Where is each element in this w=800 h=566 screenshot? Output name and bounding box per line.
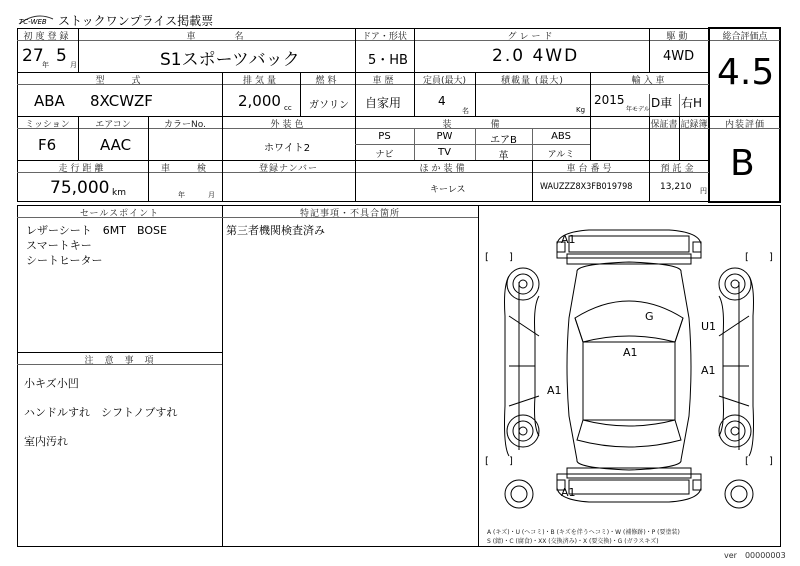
label-caution-notes: 注 意 事 項	[84, 356, 155, 366]
label-fuel: 燃料	[315, 76, 340, 86]
bracket-open-2: [	[745, 252, 749, 263]
version-label: ver 00000003	[724, 551, 786, 560]
first-reg-month: 5	[56, 46, 67, 66]
label-record: 記録簿	[680, 120, 708, 130]
label-history: 車歴	[372, 76, 397, 86]
label-deposit: 預託金	[660, 164, 697, 174]
equip-abs: ABS	[551, 131, 571, 142]
caution-note-2: ハンドルすれ シフトノブすれ	[24, 406, 178, 419]
inspection-year-unit: 年	[178, 191, 185, 199]
label-interior-score: 内装評価	[724, 120, 765, 130]
wheel-bottom-right-icon	[725, 480, 753, 508]
label-first-reg: 初度登録	[23, 32, 72, 42]
displacement-unit: cc	[284, 104, 292, 112]
label-drive: 駆動	[666, 32, 691, 42]
mark-hood: G	[645, 310, 654, 323]
diagram-windshield	[575, 301, 683, 342]
label-aircon: エアコン	[95, 120, 131, 130]
first-reg-year: 27	[22, 46, 44, 66]
drive-value: 4WD	[663, 49, 695, 64]
label-inspection: 車 検	[160, 164, 209, 174]
capacity-unit: 名	[462, 107, 469, 115]
capacity-value: 4	[438, 94, 446, 108]
logo	[17, 12, 55, 26]
legend-line-1: A (キズ)・U (ヘコミ)・B (キズを伴うヘコミ)・W (補修跡)・P (要塗装)	[487, 529, 680, 536]
mission-value: F6	[38, 136, 57, 154]
equip-alloy: アルミ	[547, 150, 575, 160]
mark-left-mid: A1	[547, 384, 562, 397]
deposit-value: 13,210	[660, 182, 692, 192]
wheel-rear-left-icon	[507, 415, 539, 447]
chassis-number-value: WAUZZZ8X3FB019798	[540, 182, 633, 192]
label-special-notes: 特記事項・不具合箇所	[299, 209, 400, 219]
caution-note-3: 室内汚れ	[24, 435, 68, 448]
label-sales-points: セールスポイント	[79, 209, 160, 219]
overall-score-value: 4.5	[717, 52, 775, 93]
sales-point-3: シートヒーター	[26, 254, 103, 267]
mark-right-front: U1	[701, 320, 717, 333]
import-year-value: 2015	[594, 93, 625, 107]
model-value: 8XCWZF	[90, 92, 153, 110]
special-note-1: 第三者機関検査済み	[226, 224, 325, 237]
label-other-equipment: ほか装備	[419, 164, 468, 174]
bracket-close-4: ]	[769, 456, 773, 467]
equip-leather: 革	[498, 151, 509, 162]
legend-line-2: S (錆)・C (腐食)・XX (交換済み)・X (要交換)・G (ガラスキズ)	[487, 538, 659, 545]
handle-value: 右H	[681, 96, 703, 110]
wheel-front-left-icon	[507, 268, 539, 300]
bracket-open-1: [	[485, 252, 489, 263]
label-exterior-color: 外装色	[270, 120, 307, 130]
equip-pw: PW	[436, 131, 453, 142]
exterior-color-value: ホワイト2	[264, 143, 311, 154]
label-model-type: 型 式	[95, 76, 144, 86]
import-year-unit: 年モデル	[626, 106, 650, 113]
sales-point-2: スマートキー	[26, 239, 92, 252]
label-mission: ミッション	[25, 120, 70, 130]
bracket-close-3: ]	[509, 456, 513, 467]
equip-ps: PS	[378, 131, 391, 142]
grade-value: 2.0 4WD	[492, 46, 580, 66]
bracket-open-4: [	[745, 456, 749, 467]
displacement-value: 2,000	[238, 92, 281, 110]
label-color-no: カラーNo.	[164, 120, 206, 130]
mark-front-top: A1	[561, 233, 576, 246]
logo-mark-icon	[17, 13, 55, 27]
sales-point-1: レザーシート 6MT BOSE	[26, 224, 167, 237]
equip-navi: ナビ	[375, 150, 394, 160]
page-title: ストックワンプライス掲載票	[58, 14, 214, 28]
label-mileage: 走行距離	[58, 164, 107, 174]
label-car-name: 車 名	[186, 32, 247, 42]
interior-score-value: B	[730, 143, 755, 184]
spec-table	[17, 28, 709, 202]
wheel-front-right-icon	[719, 268, 751, 300]
label-load: 積載量 (最大)	[501, 76, 564, 86]
mark-rear-bottom: A1	[561, 486, 576, 499]
aircon-value: AAC	[100, 136, 132, 154]
wheel-rear-right-icon	[719, 415, 751, 447]
first-reg-year-unit: 年	[42, 61, 49, 69]
deposit-unit: 円	[700, 187, 707, 195]
wheel-bottom-left-icon	[505, 480, 533, 508]
car-name-value: S1スポーツバック	[160, 50, 300, 70]
history-value: 自家用	[365, 96, 402, 110]
diagram-body-top	[567, 262, 691, 470]
dealer-car-value: D車	[651, 96, 673, 110]
fuel-value: ガソリン	[309, 100, 349, 111]
mileage-unit: km	[112, 188, 126, 198]
label-capacity: 定員(最大)	[422, 76, 467, 86]
mileage-value: 75,000	[50, 178, 110, 198]
other-equipment-value: キーレス	[430, 185, 466, 195]
label-equipment: 装 備	[442, 120, 503, 130]
equip-tv: TV	[438, 147, 451, 158]
mark-right-rear: A1	[701, 364, 716, 377]
bracket-close-1: ]	[509, 252, 513, 263]
bracket-open-3: [	[485, 456, 489, 467]
bracket-close-2: ]	[769, 252, 773, 263]
label-chassis-number: 車台番号	[566, 164, 615, 174]
label-reg-number: 登録ナンバー	[259, 164, 318, 174]
first-reg-month-unit: 月	[70, 61, 77, 69]
label-displacement: 排気量	[242, 76, 279, 86]
label-grade: グレード	[507, 32, 556, 42]
caution-note-1: 小キズ小凹	[24, 377, 79, 390]
car-damage-diagram	[479, 206, 780, 546]
equip-airbag: エアB	[490, 135, 517, 146]
label-import: 輸入車	[631, 76, 668, 86]
door-type-value: 5・HB	[368, 53, 408, 68]
label-warranty: 保証書	[650, 120, 678, 130]
label-overall-score: 総合評価点	[722, 32, 768, 42]
diagram-rear-window	[577, 420, 681, 447]
logo-text: TC-WEB	[19, 18, 47, 26]
label-door-type: ドア・形状	[362, 32, 407, 42]
mark-center: A1	[623, 346, 638, 359]
load-unit: Kg	[576, 106, 586, 114]
model-prefix-value: ABA	[34, 92, 65, 110]
inspection-month-unit: 月	[208, 191, 215, 199]
